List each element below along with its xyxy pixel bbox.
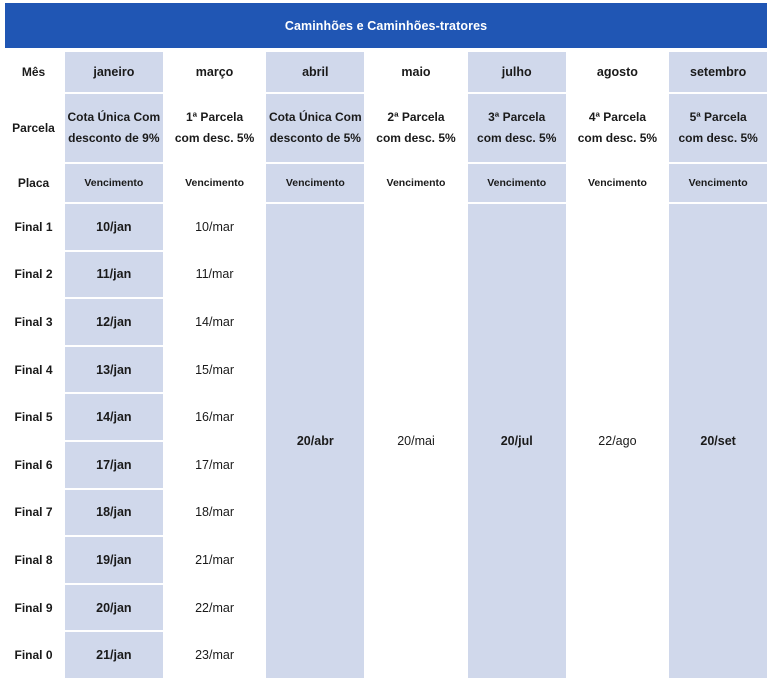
row-header-mes: Mês xyxy=(21,65,46,79)
table-title: Caminhões e Caminhões-tratores xyxy=(5,3,767,48)
due-label-janeiro: Vencimento xyxy=(65,164,163,202)
due-date-cell: 16/mar xyxy=(195,410,235,425)
due-date-cell: 14/mar xyxy=(195,314,235,329)
month-header-setembro: setembro xyxy=(669,52,767,92)
due-date-cell: 11/jan xyxy=(65,252,163,298)
installment-line: 1ª Parcela xyxy=(185,110,244,124)
plate-final-label: Final 0 xyxy=(14,648,53,663)
due-date-cell: 10/mar xyxy=(195,219,235,234)
installment-header-janeiro xyxy=(65,94,163,162)
month-header-julho: julho xyxy=(468,52,566,92)
plate-final-label: Final 5 xyxy=(14,410,53,425)
installment-line: 5ª Parcela xyxy=(689,110,747,124)
due-date-cell: 21/mar xyxy=(195,552,235,567)
installment-header-abril xyxy=(266,94,364,162)
due-date-cell: 13/jan xyxy=(65,347,163,393)
installment-line: Cota Única Com xyxy=(67,110,161,124)
due-date-cell: 18/mar xyxy=(195,505,235,520)
due-label-marco: Vencimento xyxy=(185,177,245,189)
due-date-cell: 22/mar xyxy=(195,600,235,615)
due-label-setembro: Vencimento xyxy=(669,164,767,202)
row-header-parcela: Parcela xyxy=(12,121,55,135)
row-header-placa: Placa xyxy=(17,176,50,190)
installment-line: com desc. 5% xyxy=(174,131,255,145)
due-label-agosto: Vencimento xyxy=(587,177,647,189)
installment-header-maio xyxy=(367,94,465,162)
due-date-cell: 14/jan xyxy=(65,394,163,440)
month-header-abril: abril xyxy=(266,52,364,92)
installment-line: 4ª Parcela xyxy=(588,110,646,124)
merged-due-date-agosto: 22/ago xyxy=(598,433,637,448)
due-date-cell: 21/jan xyxy=(65,632,163,678)
schedule-table xyxy=(5,52,767,678)
merged-due-date-maio: 20/mai xyxy=(397,433,435,448)
plate-final-label: Final 3 xyxy=(14,314,53,329)
installment-line: desconto de 9% xyxy=(68,131,160,145)
installment-header-julho xyxy=(468,94,566,162)
month-header-marco: março xyxy=(195,65,234,79)
installment-line: com desc. 5% xyxy=(477,131,557,145)
due-label-maio: Vencimento xyxy=(386,177,446,189)
month-header-agosto: agosto xyxy=(596,65,638,79)
merged-due-date-setembro: 20/set xyxy=(669,204,767,678)
installment-line: 2ª Parcela xyxy=(387,110,445,124)
plate-final-label: Final 6 xyxy=(14,457,53,472)
due-label-julho: Vencimento xyxy=(468,164,566,202)
installment-line: Cota Única Com xyxy=(268,110,362,124)
due-date-cell: 18/jan xyxy=(65,490,163,536)
plate-final-label: Final 7 xyxy=(14,505,53,520)
installment-line: com desc. 5% xyxy=(376,131,456,145)
plate-final-label: Final 8 xyxy=(14,552,53,567)
month-header-janeiro: janeiro xyxy=(65,52,163,92)
due-date-cell: 12/jan xyxy=(65,299,163,345)
plate-final-label: Final 9 xyxy=(14,600,53,615)
installment-line: com desc. 5% xyxy=(577,131,658,145)
installment-header-agosto xyxy=(569,94,667,162)
installment-header-setembro xyxy=(669,94,767,162)
due-date-cell: 19/jan xyxy=(65,537,163,583)
due-date-cell: 15/mar xyxy=(195,362,235,377)
month-header-maio: maio xyxy=(401,65,431,79)
due-date-cell: 17/jan xyxy=(65,442,163,488)
installment-line: desconto de 5% xyxy=(269,131,361,145)
installment-header-marco xyxy=(166,94,264,162)
installment-line: 3ª Parcela xyxy=(488,110,546,124)
due-date-cell: 11/mar xyxy=(195,267,234,282)
plate-final-label: Final 4 xyxy=(14,362,53,377)
due-date-cell: 20/jan xyxy=(65,585,163,631)
due-label-abril: Vencimento xyxy=(266,164,364,202)
due-date-cell: 17/mar xyxy=(195,457,235,472)
due-date-cell: 23/mar xyxy=(195,648,235,663)
merged-due-date-julho: 20/jul xyxy=(468,204,566,678)
merged-due-date-abril: 20/abr xyxy=(266,204,364,678)
installment-line: com desc. 5% xyxy=(678,131,758,145)
plate-final-label: Final 1 xyxy=(14,219,53,234)
due-date-cell: 10/jan xyxy=(65,204,163,250)
plate-final-label: Final 2 xyxy=(14,267,53,282)
